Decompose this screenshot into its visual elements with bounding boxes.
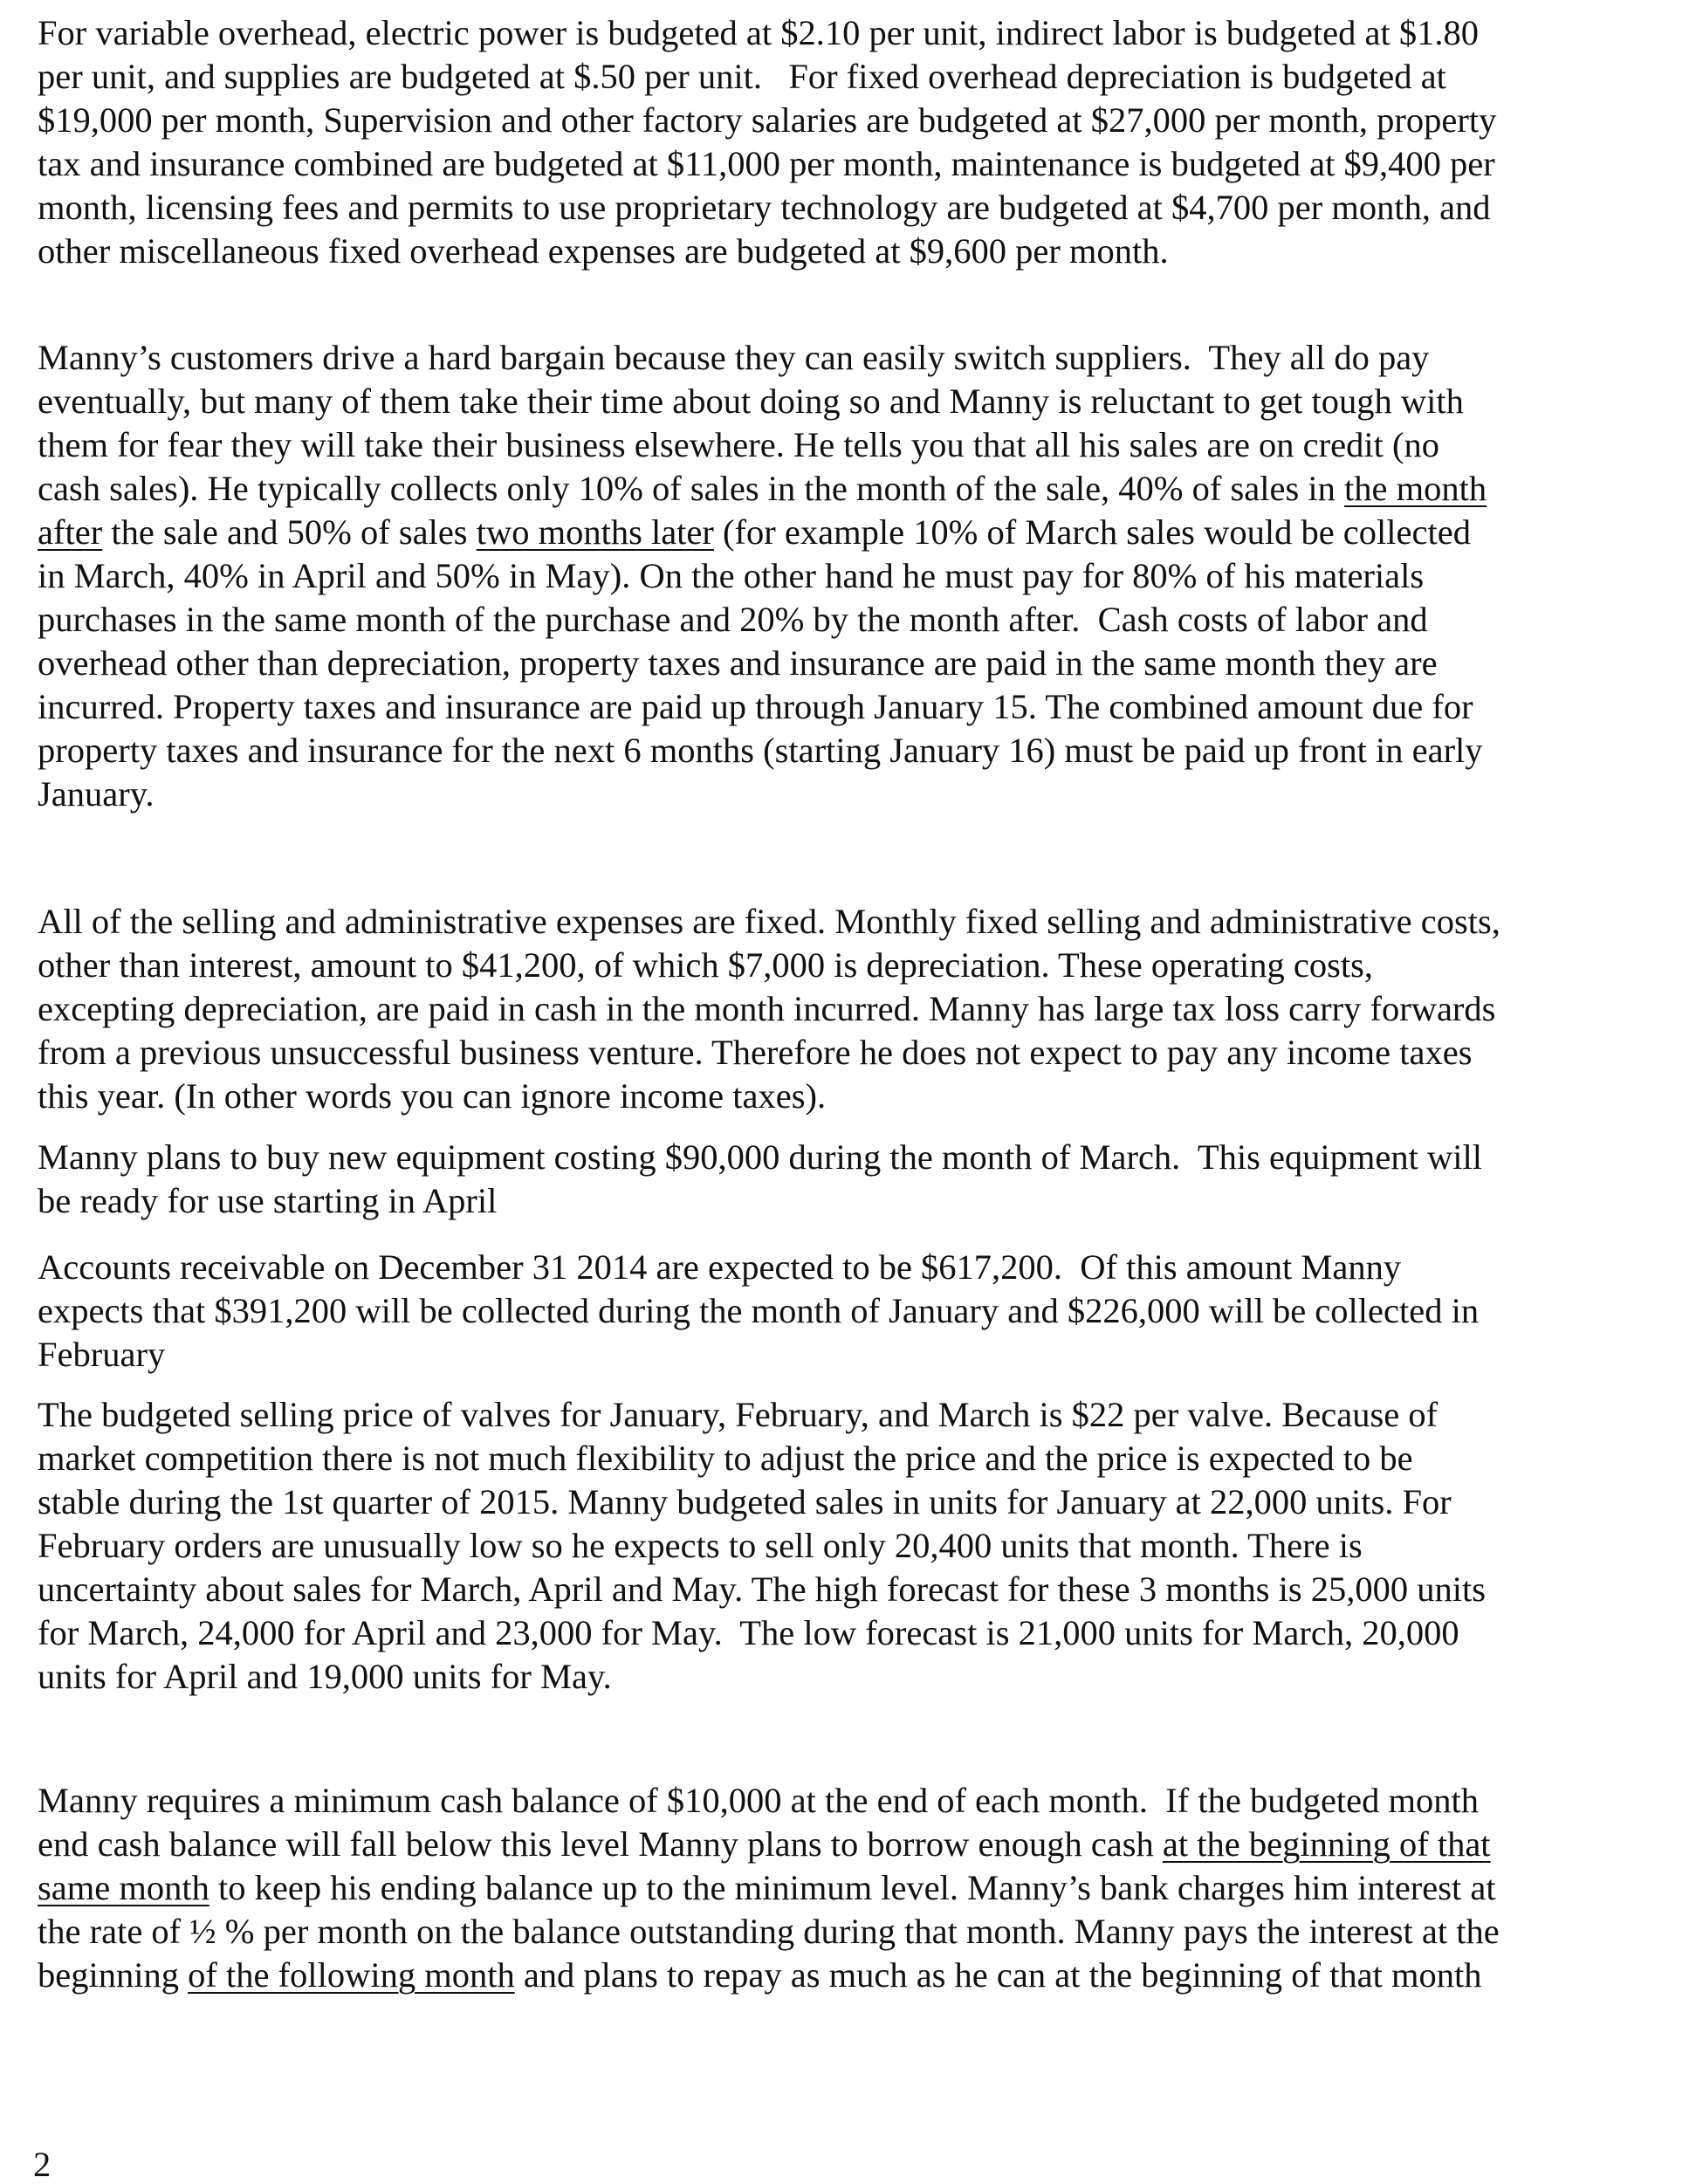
text-line <box>38 1524 1661 1568</box>
text-line <box>38 1333 1661 1377</box>
text-run: be ready for use starting in April <box>38 1181 498 1220</box>
text-run: units for April and 19,000 units for May. <box>38 1657 612 1696</box>
text-run: end cash balance will fall below this level Manny plans to borrow enough cash <box>38 1824 1163 1864</box>
text-line <box>38 1568 1661 1611</box>
page-number: 2 <box>33 2145 51 2184</box>
text-run: them for fear they will take their business elsewhere. He tells you that all his sales are on credit (no <box>38 425 1439 464</box>
underlined-text: two months later <box>476 512 714 552</box>
text-run: other miscellaneous fixed overhead expenses are budgeted at $9,600 per month. <box>38 231 1169 271</box>
text-line <box>38 554 1661 598</box>
text-line <box>38 685 1661 729</box>
text-run: stable during the 1st quarter of 2015. Manny budgeted sales in units for January at 22,000 units. For <box>38 1482 1452 1521</box>
paragraph-selling-admin <box>38 900 1661 1118</box>
text-line <box>38 773 1661 816</box>
text-line <box>38 1954 1661 1997</box>
text-run: for March, 24,000 for April and 23,000 for May. The low forecast is 21,000 units for March, 20,000 <box>38 1613 1459 1652</box>
underlined-text: the month <box>1344 469 1487 508</box>
text-line <box>38 1136 1661 1179</box>
underlined-text: after <box>38 512 103 552</box>
text-run: and plans to repay as much as he can at the beginning of that month <box>514 1955 1482 1995</box>
text-run: market competition there is not much flexibility to adjust the price and the price is expected to be <box>38 1439 1413 1478</box>
text-run: Manny requires a minimum cash balance of $10,000 at the end of each month. If the budgeted month <box>38 1781 1480 1820</box>
text-run: other than interest, amount to $41,200, of which $7,000 is depreciation. These operating costs, <box>38 945 1374 985</box>
text-line <box>38 55 1661 99</box>
underlined-text: of the following month <box>188 1955 515 1995</box>
paragraph-receivables <box>38 1246 1661 1377</box>
text-run: incurred. Property taxes and insurance are paid up through January 15. The combined amount due for <box>38 687 1473 726</box>
text-run: property taxes and insurance for the next 6 months (starting January 16) must be paid up front in early <box>38 731 1483 770</box>
text-line <box>38 1246 1661 1289</box>
text-line <box>38 423 1661 467</box>
underlined-text: same month <box>38 1868 209 1907</box>
text-run: uncertainty about sales for March, April and May. The high forecast for these 3 months is 25,000 units <box>38 1569 1487 1609</box>
text-run: this year. (In other words you can ignore income taxes). <box>38 1076 827 1116</box>
text-run: in March, 40% in April and 50% in May). On the other hand he must pay for 80% of his materials <box>38 556 1425 595</box>
text-run: $19,000 per month, Supervision and other factory salaries are budgeted at $27,000 per month, property <box>38 100 1497 140</box>
text-line <box>38 230 1661 273</box>
text-line <box>38 1031 1661 1075</box>
paragraph-pricing <box>38 1393 1661 1699</box>
text-run: Accounts receivable on December 31 2014 are expected to be $617,200. Of this amount Manny <box>38 1247 1402 1287</box>
text-line <box>38 900 1661 944</box>
text-run: the rate of ½ % per month on the balance outstanding during that month. Manny pays the interest at the <box>38 1912 1500 1951</box>
text-run: Manny’s customers drive a hard bargain because they can easily switch suppliers. They all do pay <box>38 338 1430 377</box>
text-line <box>38 1655 1661 1699</box>
text-run: excepting depreciation, are paid in cash in the month incurred. Manny has large tax loss carry forwards <box>38 989 1496 1028</box>
text-run: February <box>38 1335 166 1374</box>
text-run: from a previous unsuccessful business venture. Therefore he does not expect to pay any income taxes <box>38 1033 1473 1072</box>
text-line <box>38 336 1661 380</box>
text-line <box>38 186 1661 230</box>
text-run: beginning <box>38 1955 189 1995</box>
text-line <box>38 1179 1661 1223</box>
text-run: All of the selling and administrative expenses are fixed. Monthly fixed selling and administrative costs, <box>38 902 1500 941</box>
text-line <box>38 987 1661 1031</box>
text-run: purchases in the same month of the purchase and 20% by the month after. Cash costs of labor and <box>38 600 1428 639</box>
paragraph-equipment <box>38 1136 1661 1223</box>
text-line <box>38 1437 1661 1480</box>
text-run: The budgeted selling price of valves for January, February, and March is $22 per valve. Because of <box>38 1395 1439 1434</box>
text-line <box>38 1866 1661 1910</box>
text-line <box>38 11 1661 55</box>
text-run: eventually, but many of them take their time about doing so and Manny is reluctant to get tough with <box>38 381 1464 421</box>
paragraph-collections <box>38 336 1661 816</box>
text-line <box>38 1823 1661 1866</box>
text-line <box>38 1611 1661 1655</box>
text-line <box>38 1289 1661 1333</box>
text-run: per unit, and supplies are budgeted at $.50 per unit. For fixed overhead depreciation is budgeted at <box>38 57 1446 96</box>
text-line <box>38 467 1661 511</box>
text-line <box>38 380 1661 423</box>
text-line <box>38 598 1661 642</box>
text-run: January. <box>38 774 154 814</box>
text-line <box>38 1910 1661 1954</box>
text-run: cash sales). He typically collects only 10% of sales in the month of the sale, 40% of sales in <box>38 469 1344 508</box>
paragraph-borrowing <box>38 1779 1661 1997</box>
text-run: Manny plans to buy new equipment costing $90,000 during the month of March. This equipment will <box>38 1137 1483 1177</box>
text-line <box>38 642 1661 685</box>
text-run: expects that $391,200 will be collected during the month of January and $226,000 will be collected in <box>38 1291 1480 1330</box>
text-line <box>38 729 1661 773</box>
text-line <box>38 1393 1661 1437</box>
text-run: For variable overhead, electric power is budgeted at $2.10 per unit, indirect labor is budgeted at $1.80 <box>38 13 1479 52</box>
text-line <box>38 1075 1661 1118</box>
text-line <box>38 1779 1661 1823</box>
underlined-text: at the beginning of that <box>1162 1824 1491 1864</box>
text-run: month, licensing fees and permits to use proprietary technology are budgeted at $4,700 per month, and <box>38 188 1491 227</box>
text-run: February orders are unusually low so he expects to sell only 20,400 units that month. There is <box>38 1526 1363 1565</box>
text-line <box>38 1480 1661 1524</box>
text-run: tax and insurance combined are budgeted at $11,000 per month, maintenance is budgeted at $9,400 per <box>38 144 1495 183</box>
text-line <box>38 511 1661 554</box>
text-line <box>38 944 1661 987</box>
text-run: to keep his ending balance up to the minimum level. Manny’s bank charges him interest at <box>209 1868 1496 1907</box>
text-line <box>38 142 1661 186</box>
paragraph-overhead <box>38 11 1661 273</box>
text-run: the sale and 50% of sales <box>102 512 477 552</box>
text-line <box>38 99 1661 142</box>
text-run: (for example 10% of March sales would be collected <box>713 512 1471 552</box>
text-run: overhead other than depreciation, property taxes and insurance are paid in the same month they are <box>38 643 1438 683</box>
